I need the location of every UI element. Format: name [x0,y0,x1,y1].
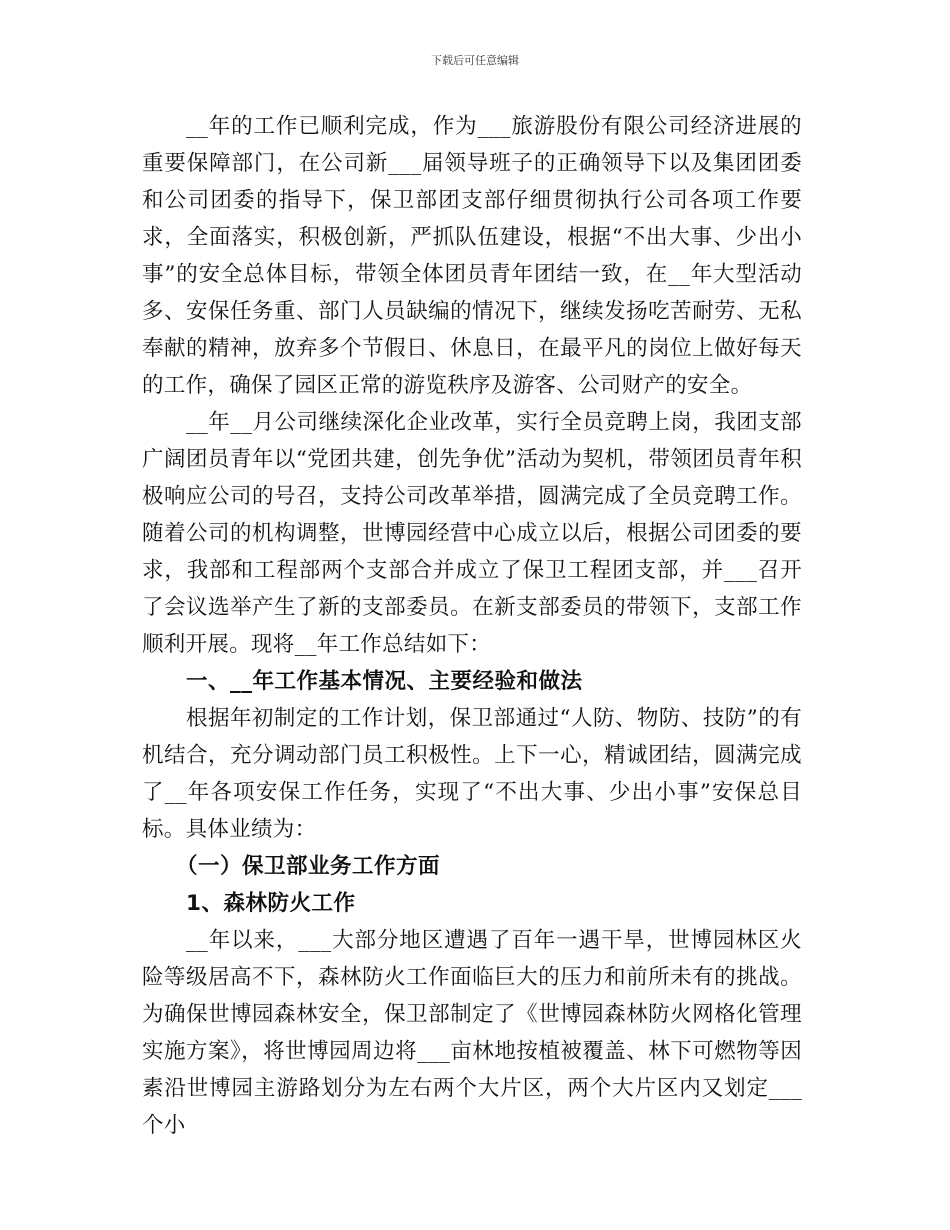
paragraph-fire-prevention: __年以来，___大部分地区遭遇了百年一遇干旱，世博园林区火险等级居高不下，森林防火工作面临巨大的压力和前所未有的挑战。为确保世博园森林安全，保卫部制定了《世博园森林防火网格化管理实施方案》，将世博园周边将___亩林地按植被覆盖、林下可燃物等因素沿世博园主游路划分为左右两个大片区，两个大片区内又划定___个小 [142,928,802,1138]
page-header: 下载后可任意编辑 [431,54,519,67]
paragraph-intro: __年的工作已顺利完成，作为___旅游股份有限公司经济进展的重要保障部门，在公司新___届领导班子的正确领导下以及集团团委和公司团委的指导下，保卫部团支部仔细贯彻执行公司各项工作要求，全面落实，积极创新，严抓队伍建设，根据“不出大事、少出小事”的安全总体目标，带领全体团员青年团结一致，在__年大型活动多、安保任务重、部门人员缺编的情况下，继续发扬吃苦耐劳、无私奉献的精神，放弃多个节假日、休息日，在最平凡的岗位上做好每天的工作，确保了园区正常的游览秩序及游客、公司财产的安全。 [142,114,802,398]
subsection-heading-security: （一）保卫部业务工作方面 [176,854,441,879]
subsection-heading-fire: 1、森林防火工作 [186,891,356,916]
document-body [142,108,802,1144]
paragraph-reform: __年__月公司继续深化企业改革，实行全员竞聘上岗，我团支部广阔团员青年以“党团共建，创先争优”活动为契机，带领团员青年积极响应公司的号召，支持公司改革举措，圆满完成了全员竞聘工作。随着公司的机构调整，世博园经营中心成立以后，根据公司团委的要求，我部和工程部两个支部合并成立了保卫工程团支部，并___召开了会议选举产生了新的支部委员。在新支部委员的带领下，支部工作顺利开展。现将__年工作总结如下： [142,410,802,657]
paragraph-plan: 根据年初制定的工作计划，保卫部通过“人防、物防、技防”的有机结合，充分调动部门员工积极性。上下一心，精诚团结，圆满完成了__年各项安保工作任务，实现了“不出大事、少出小事”安保总目标。具体业绩为： [142,706,802,842]
section-heading-1: 一、__年工作基本情况、主要经验和做法 [186,669,583,694]
